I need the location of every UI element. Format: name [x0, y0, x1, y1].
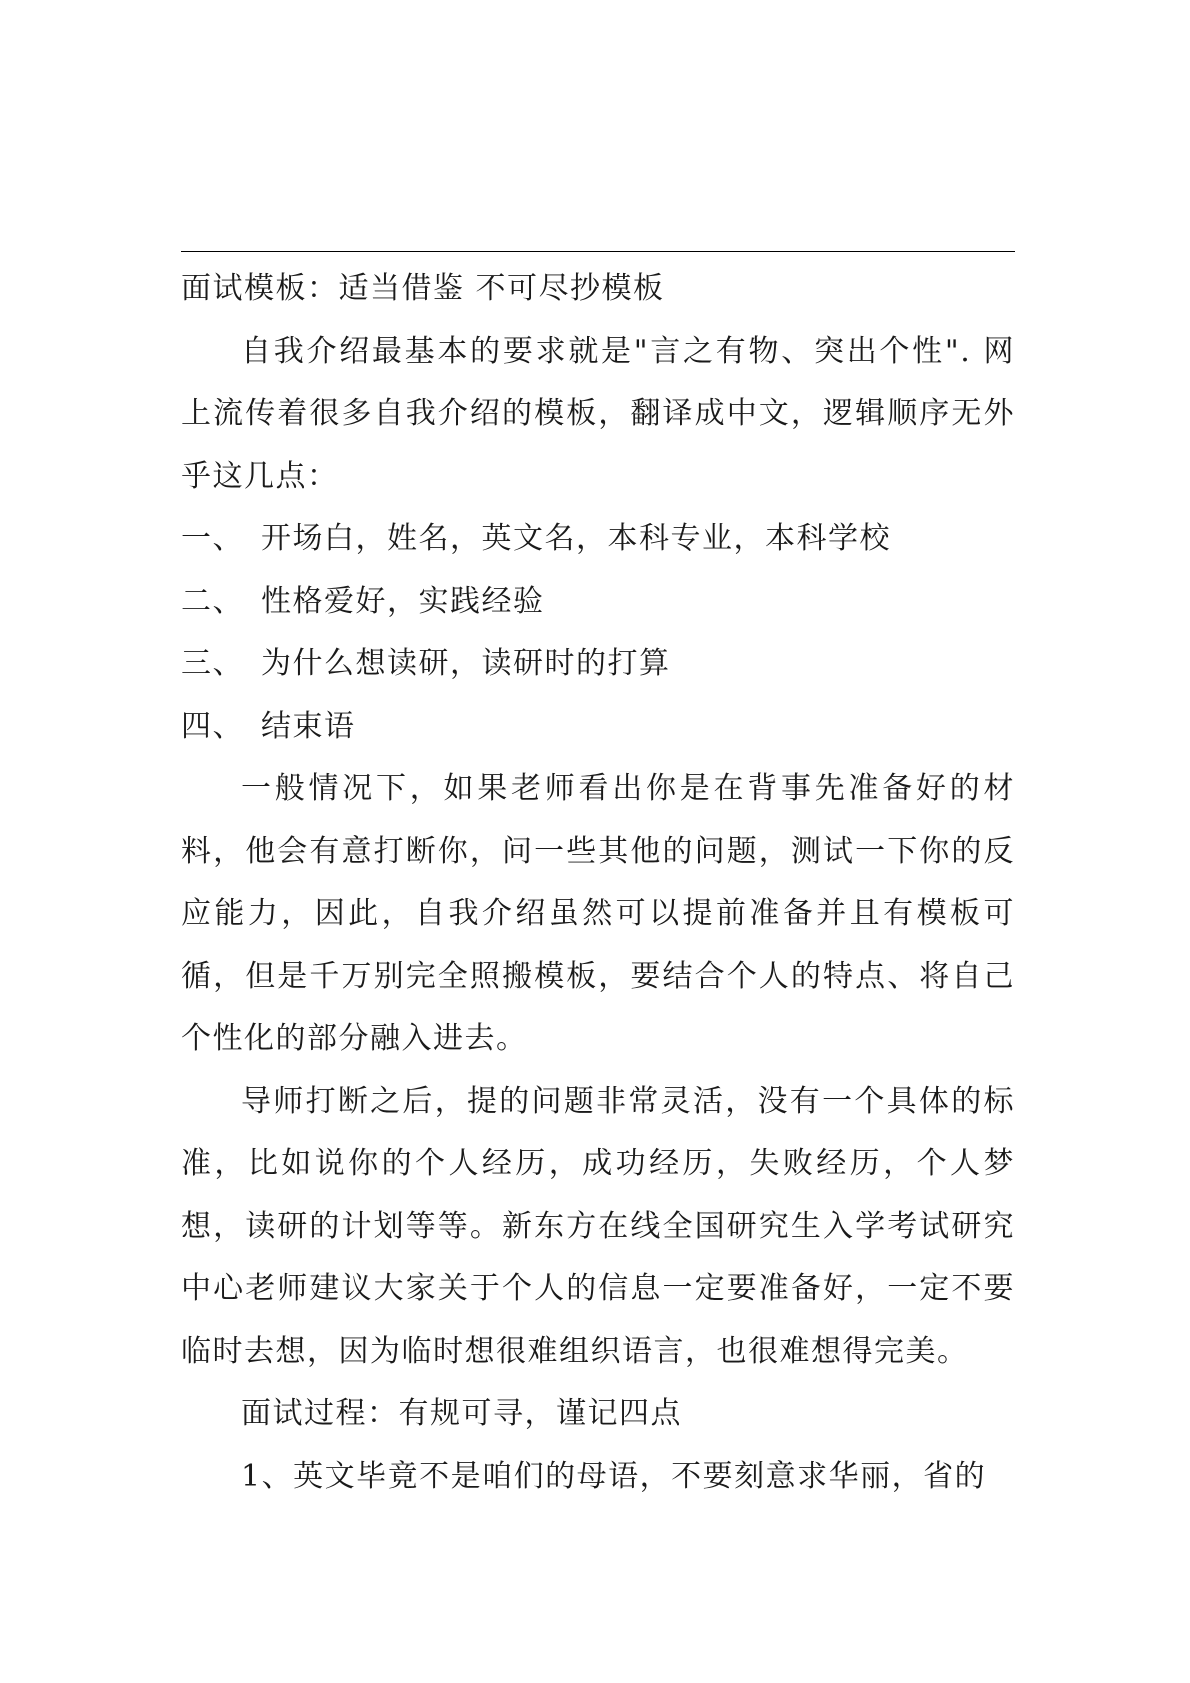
list-item [181, 633, 1015, 696]
list-text: 结束语 [261, 708, 356, 744]
list-item [181, 508, 1015, 571]
list-number: 三、 [181, 646, 244, 681]
body-paragraph: 一般情况下，如果老师看出你是在背事先准备好的材料，他会有意打断你，问一些其他的问题，测试一下你的反应能力，因此，自我介绍虽然可以提前准备并且有模板可循，但是千万别完全照搬模板，要结合个人的特点、将自己个性化的部分融入进去。 [181, 771, 1015, 1056]
point-paragraph: 1、英文毕竟不是咱们的母语，不要刻意求华丽，省的 [241, 1458, 987, 1494]
list-text: 开场白，姓名，英文名，本科专业，本科学校 [261, 521, 891, 556]
intro-paragraph: 自我介绍最基本的要求就是"言之有物、突出个性". 网上流传着很多自我介绍的模板，翻译成中文，逻辑顺序无外乎这几点： [181, 333, 1015, 494]
list-text: 为什么想读研，读研时的打算 [261, 646, 671, 681]
section-title: 面试模板：适当借鉴 不可尽抄模板 [181, 271, 665, 306]
list-number: 一、 [181, 521, 244, 556]
list-item [181, 696, 1015, 759]
body-paragraph: 导师打断之后，提的问题非常灵活，没有一个具体的标准，比如说你的个人经历，成功经历，失败经历，个人梦想，读研的计划等等。新东方在线全国研究生入学考试研究中心老师建议大家关于个人的信息一定要准备好，一定不要临时去想，因为临时想很难组织语言，也很难想得完美。 [181, 1083, 1015, 1369]
list-item [181, 571, 1015, 634]
list-number: 四、 [181, 708, 244, 744]
document-body [181, 258, 1015, 1508]
section-subtitle: 面试过程：有规可寻，谨记四点 [241, 1396, 682, 1431]
list-number: 二、 [181, 583, 244, 619]
list-text: 性格爱好，实践经验 [261, 583, 545, 619]
header-rule [181, 251, 1015, 252]
